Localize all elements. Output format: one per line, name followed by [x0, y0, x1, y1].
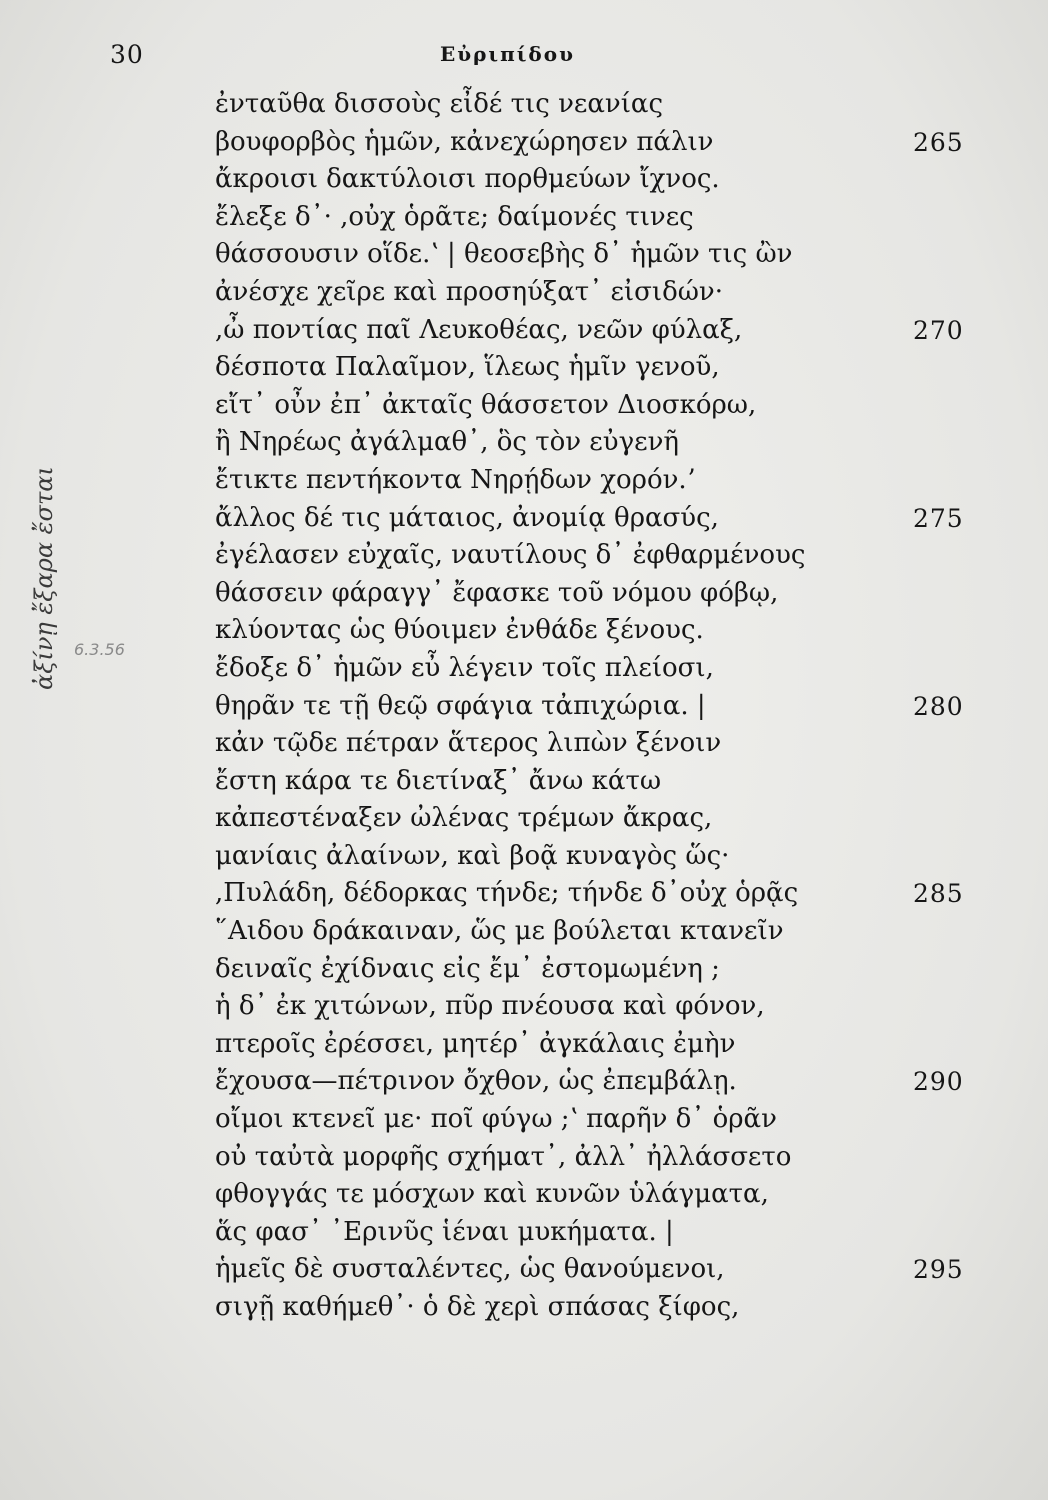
- verse-line-text: ,ὦ ποντίας παῖ Λευκοθέας, νεῶν φύλαξ,: [215, 314, 743, 345]
- line-number: 270: [913, 315, 964, 345]
- verse-line: [215, 575, 995, 613]
- verse-line: [215, 312, 995, 350]
- verse-line: [215, 1063, 995, 1101]
- verse-text-block: [215, 86, 995, 1327]
- verse-line: [215, 875, 995, 913]
- verse-line: [215, 500, 995, 538]
- verse-line: [215, 161, 995, 199]
- line-number: 295: [913, 1255, 964, 1285]
- verse-line-text: ἐγέλασεν εὐχαῖς, ναυτίλους δ᾽ ἐφθαρμένους: [215, 540, 806, 571]
- verse-line-text: ἔτικτε πεντήκοντα Νηρῄδων χορόν.ʼ: [215, 464, 695, 495]
- verse-line-text: οἴμοι κτενεῖ με· ποῖ φύγω ;ʽ παρῆν δ᾽ ὁρᾶν: [215, 1104, 777, 1135]
- verse-line: [215, 1139, 995, 1177]
- verse-line-text: μανίαις ἀλαίνων, καὶ βοᾷ κυναγὸς ὥς·: [215, 840, 730, 871]
- verse-line-text: ἀνέσχε χεῖρε καὶ προσηύξατ᾽ εἰσιδών·: [215, 276, 723, 307]
- line-number: 280: [913, 691, 964, 721]
- verse-line: [215, 988, 995, 1026]
- verse-line-text: ἐνταῦθα δισσοὺς εἶδέ τις νεανίας: [215, 89, 664, 119]
- verse-line: [215, 612, 995, 650]
- verse-line-text: ἔλεξε δ᾽· ,οὐχ ὁρᾶτε; δαίμονές τινες: [215, 201, 694, 232]
- verse-line: [215, 1251, 995, 1289]
- verse-line-text: σιγῇ καθήμεθ᾽· ὁ δὲ χερὶ σπάσας ξίφος,: [215, 1292, 740, 1322]
- verse-line: [215, 951, 995, 989]
- verse-line: [215, 1026, 995, 1064]
- verse-line: [215, 1214, 995, 1252]
- pencil-annotation: 6.3.56: [74, 640, 125, 659]
- verse-line: [215, 1101, 995, 1139]
- verse-line-text: οὐ ταὐτὰ μορφῆς σχήματ᾽, ἀλλ᾽ ἠλλάσσετο: [215, 1141, 792, 1172]
- verse-line-text: ἅς φασ᾽ ᾿Ερινῦς ἱέναι μυκήματα. |: [215, 1216, 674, 1247]
- verse-line: [215, 387, 995, 425]
- verse-line: [215, 462, 995, 500]
- verse-line: [215, 236, 995, 274]
- verse-line-text: δέσποτα Παλαῖμον, ἵλεως ἡμῖν γενοῦ,: [215, 352, 720, 383]
- verse-line-text: δειναῖς ἐχίδναις εἰς ἔμ᾽ ἐστομωμένη ;: [215, 953, 720, 984]
- verse-line-text: θηρᾶν τε τῇ θεῷ σφάγια τἀπιχώρια. |: [215, 690, 706, 721]
- verse-line-text: θάσσουσιν οἵδε.ʽ | θεοσεβὴς δ᾽ ἡμῶν τις ὢν: [215, 239, 793, 270]
- handwritten-margin-note: ἀξίνῃ ἔξαρα ἔσται: [30, 466, 58, 690]
- verse-line: [215, 274, 995, 312]
- line-number: 275: [913, 503, 964, 533]
- verse-line-text: ἔστη κάρα τε διετίναξ᾽ ἄνω κάτω: [215, 765, 662, 796]
- verse-line: [215, 537, 995, 575]
- verse-line: [215, 913, 995, 951]
- verse-line: [215, 424, 995, 462]
- verse-line: [215, 1289, 995, 1327]
- verse-line-text: βουφορβὸς ἡμῶν, κἀνεχώρησεν πάλιν: [215, 126, 714, 157]
- verse-line-text: ἔχουσα—πέτρινον ὄχθον, ὡς ἐπεμβάλῃ.: [215, 1066, 737, 1097]
- verse-line-text: ἄκροισι δακτύλοισι πορθμεύων ἴχνος.: [215, 164, 720, 195]
- verse-line-text: κλύοντας ὡς θύοιμεν ἐνθάδε ξένους.: [215, 615, 704, 646]
- line-number: 290: [913, 1067, 964, 1097]
- verse-line: [215, 650, 995, 688]
- verse-line: [215, 688, 995, 726]
- verse-line-text: ἡ δ᾽ ἐκ χιτώνων, πῦρ πνέουσα καὶ φόνον,: [215, 991, 765, 1022]
- verse-line-text: ἢ Νηρέως ἀγάλμαθ᾽, ὃς τὸν εὐγενῆ: [215, 427, 679, 458]
- line-number: 265: [913, 127, 964, 157]
- verse-line-text: πτεροῖς ἐρέσσει, μητέρ᾽ ἀγκάλαις ἐμὴν: [215, 1028, 736, 1059]
- verse-line: [215, 1176, 995, 1214]
- running-head: Εὐριπίδου: [440, 42, 575, 66]
- verse-line: [215, 124, 995, 162]
- verse-line-text: ῞Αιδου δράκαιναν, ὥς με βούλεται κτανεῖν: [215, 916, 784, 947]
- verse-line-text: εἴτ᾽ οὖν ἐπ᾽ ἀκταῖς θάσσετον Διοσκόρω,: [215, 389, 757, 420]
- verse-line: [215, 763, 995, 801]
- verse-line: [215, 838, 995, 876]
- verse-line: [215, 800, 995, 838]
- verse-line: [215, 86, 995, 124]
- verse-line-text: ἔδοξε δ᾽ ἡμῶν εὖ λέγειν τοῖς πλείοσι,: [215, 652, 714, 683]
- verse-line-text: κἀν τῷδε πέτραν ἅτερος λιπὼν ξένοιν: [215, 728, 722, 759]
- verse-line-text: κἀπεστέναξεν ὠλένας τρέμων ἄκρας,: [215, 803, 713, 834]
- verse-line: [215, 725, 995, 763]
- verse-line-text: θάσσειν φάραγγ᾽ ἔφασκε τοῦ νόμου φόβῳ,: [215, 577, 779, 608]
- verse-line-text: ἡμεῖς δὲ συσταλέντες, ὡς θανούμενοι,: [215, 1254, 725, 1285]
- verse-line-text: ,Πυλάδη, δέδορκας τήνδε; τήνδε δ᾽οὐχ ὁρᾷς: [215, 878, 799, 909]
- page-number: 30: [110, 40, 144, 69]
- line-number: 285: [913, 879, 964, 909]
- verse-line-text: φθογγάς τε μόσχων καὶ κυνῶν ὑλάγματα,: [215, 1179, 769, 1210]
- verse-line: [215, 349, 995, 387]
- verse-line: [215, 199, 995, 237]
- verse-line-text: ἄλλος δέ τις μάταιος, ἀνομίᾳ θρασύς,: [215, 502, 719, 533]
